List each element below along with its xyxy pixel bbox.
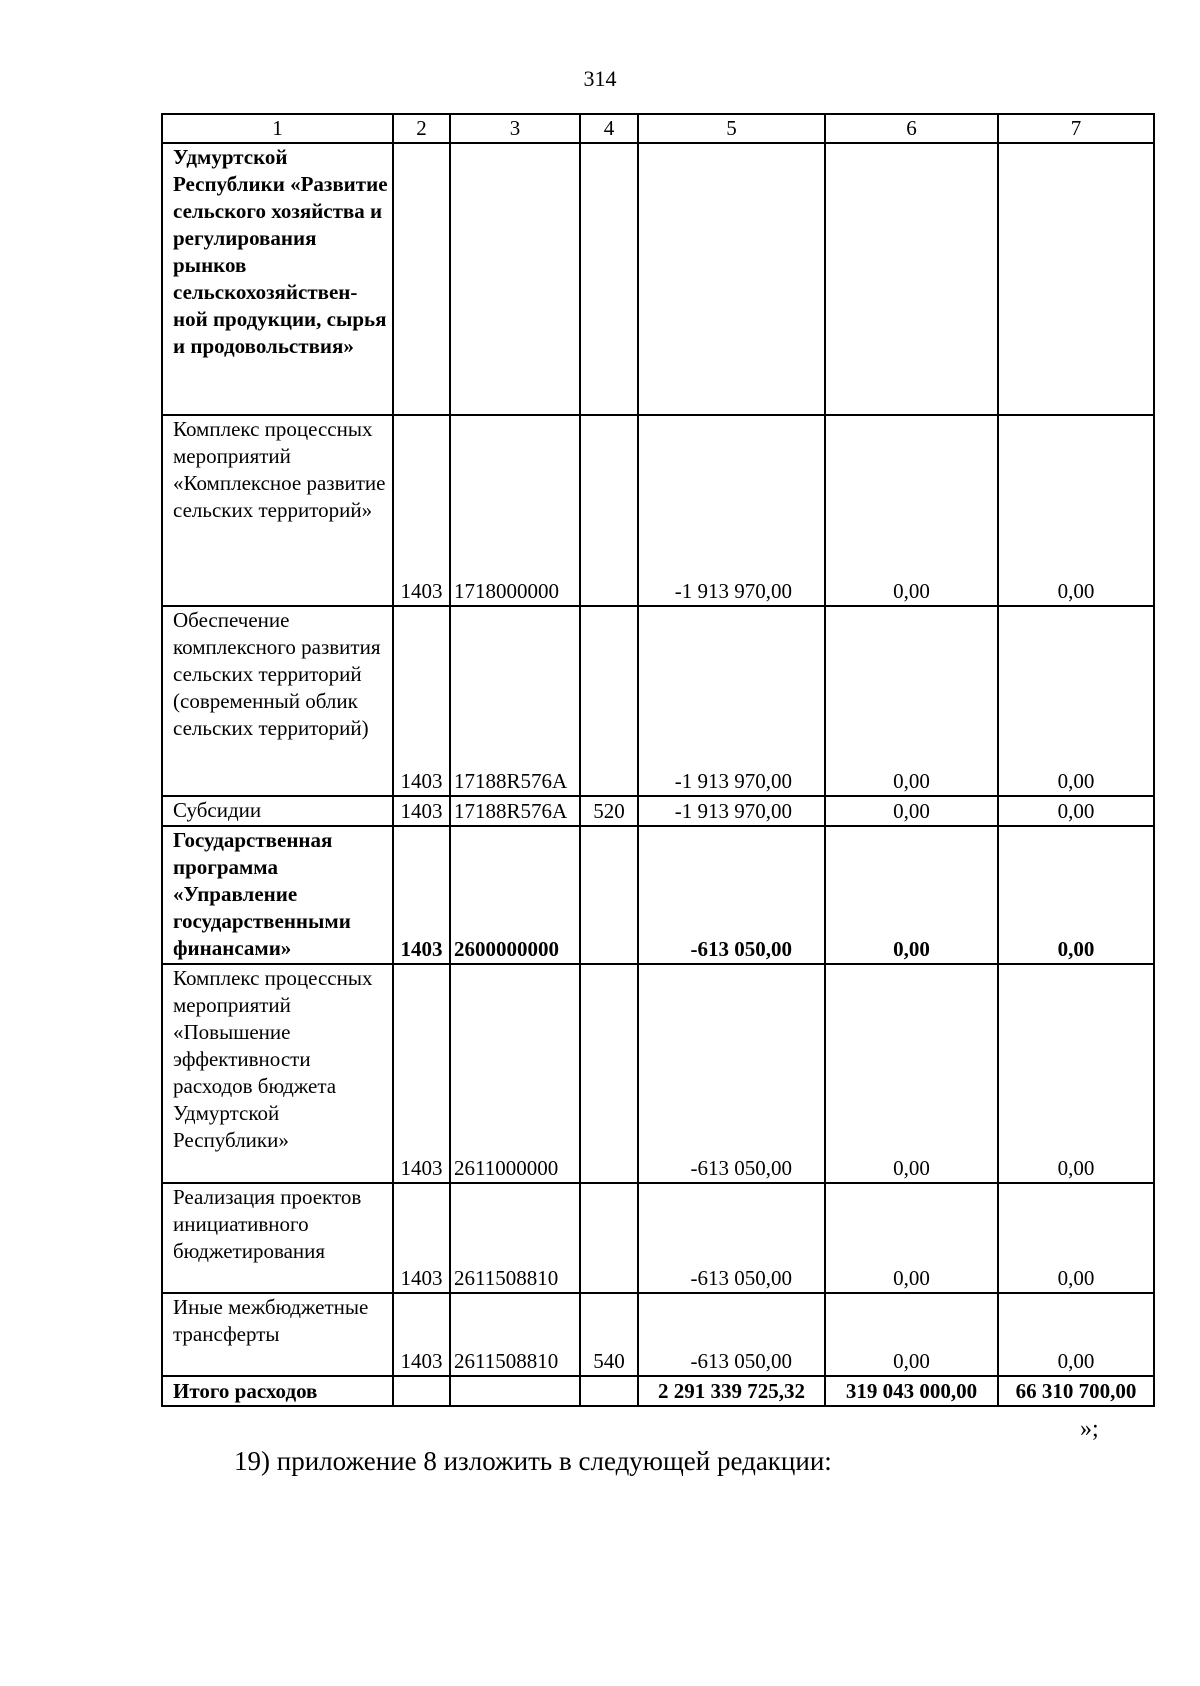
table-total-row bbox=[162, 1376, 1154, 1406]
expense-type-cell bbox=[580, 1376, 638, 1406]
target-article-cell: 2600000000 bbox=[450, 826, 580, 964]
amount-col6-cell: 0,00 bbox=[825, 1293, 998, 1376]
table-row bbox=[162, 964, 1154, 1183]
amount-col5-cell: -613 050,00 bbox=[638, 964, 825, 1183]
expense-type-cell bbox=[580, 964, 638, 1183]
section-code-cell: 1403 bbox=[393, 1183, 450, 1293]
expense-type-cell bbox=[580, 826, 638, 964]
amount-col7-cell bbox=[998, 143, 1154, 415]
amount-col6-cell: 0,00 bbox=[825, 1183, 998, 1293]
target-article-cell: 2611508810 bbox=[450, 1293, 580, 1376]
row-name-cell: Обеспечение комплексного развития сельских территорий (современный облик сельских территорий) bbox=[162, 606, 393, 796]
row-name-cell: Иные межбюджетные трансферты bbox=[162, 1293, 393, 1376]
header-cell: 3 bbox=[450, 114, 580, 143]
amount-col5-cell: -613 050,00 bbox=[638, 1183, 825, 1293]
amount-col5-cell: -1 913 970,00 bbox=[638, 796, 825, 826]
row-name-cell: Реализация проектов инициативного бюджетирования bbox=[162, 1183, 393, 1293]
row-name-cell: Комплекс процессных мероприятий «Повышение эффективности расходов бюджета Удмуртской Республики» bbox=[162, 964, 393, 1183]
target-article-cell: 1718000000 bbox=[450, 415, 580, 606]
amount-col5-cell: -613 050,00 bbox=[638, 1293, 825, 1376]
target-article-cell bbox=[450, 143, 580, 415]
header-cell: 1 bbox=[162, 114, 393, 143]
table-row bbox=[162, 796, 1154, 826]
amount-col6-cell: 0,00 bbox=[825, 415, 998, 606]
expense-type-cell bbox=[580, 143, 638, 415]
table-row bbox=[162, 826, 1154, 964]
table-row bbox=[162, 1293, 1154, 1376]
amount-col5-cell bbox=[638, 143, 825, 415]
target-article-cell: 17188R576A bbox=[450, 606, 580, 796]
target-article-cell bbox=[450, 1376, 580, 1406]
amount-col5-cell: -613 050,00 bbox=[638, 826, 825, 964]
section-code-cell: 1403 bbox=[393, 1293, 450, 1376]
header-cell: 4 bbox=[580, 114, 638, 143]
row-name-cell: Субсидии bbox=[162, 796, 393, 826]
amount-col7-cell: 0,00 bbox=[998, 796, 1154, 826]
row-name-cell: Удмуртской Республики «Развитие сельского хозяйства и регулирования рынков сельскохозяйствен-ной продукции, сырья и продовольствия» bbox=[162, 143, 393, 415]
budget-table bbox=[161, 113, 1155, 1407]
table-row bbox=[162, 415, 1154, 606]
expense-type-cell bbox=[580, 606, 638, 796]
amount-col7-cell: 0,00 bbox=[998, 415, 1154, 606]
table-row bbox=[162, 143, 1154, 415]
amount-col5-cell: -1 913 970,00 bbox=[638, 606, 825, 796]
target-article-cell: 17188R576A bbox=[450, 796, 580, 826]
amount-col6-cell: 0,00 bbox=[825, 606, 998, 796]
section-code-cell: 1403 bbox=[393, 796, 450, 826]
expense-type-cell: 520 bbox=[580, 796, 638, 826]
amount-col6-cell bbox=[825, 143, 998, 415]
expense-type-cell bbox=[580, 415, 638, 606]
section-code-cell bbox=[393, 143, 450, 415]
table-row bbox=[162, 606, 1154, 796]
amount-col6-cell: 0,00 bbox=[825, 796, 998, 826]
row-name-cell: Государственная программа «Управление государственными финансами» bbox=[162, 826, 393, 964]
target-article-cell: 2611508810 bbox=[450, 1183, 580, 1293]
section-code-cell bbox=[393, 1376, 450, 1406]
amount-col6-cell: 0,00 bbox=[825, 964, 998, 1183]
amount-col7-cell: 0,00 bbox=[998, 826, 1154, 964]
table-header-row bbox=[162, 114, 1154, 143]
instruction-text: 19) приложение 8 изложить в следующей редакции: bbox=[234, 1446, 832, 1476]
section-code-cell: 1403 bbox=[393, 415, 450, 606]
amount-col5-cell: -1 913 970,00 bbox=[638, 415, 825, 606]
closing-quote: »; bbox=[1080, 1416, 1099, 1442]
row-name-cell: Комплекс процессных мероприятий «Комплексное развитие сельских территорий» bbox=[162, 415, 393, 606]
header-cell: 2 bbox=[393, 114, 450, 143]
section-code-cell: 1403 bbox=[393, 826, 450, 964]
header-cell: 6 bbox=[825, 114, 998, 143]
expense-type-cell bbox=[580, 1183, 638, 1293]
section-code-cell: 1403 bbox=[393, 606, 450, 796]
amount-col7-cell: 0,00 bbox=[998, 1183, 1154, 1293]
page-number: 314 bbox=[583, 66, 617, 91]
target-article-cell: 2611000000 bbox=[450, 964, 580, 1183]
total-col7-cell: 66 310 700,00 bbox=[998, 1376, 1154, 1406]
total-col5-cell: 2 291 339 725,32 bbox=[638, 1376, 825, 1406]
expense-type-cell: 540 bbox=[580, 1293, 638, 1376]
amount-col7-cell: 0,00 bbox=[998, 606, 1154, 796]
amount-col7-cell: 0,00 bbox=[998, 1293, 1154, 1376]
section-code-cell: 1403 bbox=[393, 964, 450, 1183]
table-row bbox=[162, 1183, 1154, 1293]
amount-col6-cell: 0,00 bbox=[825, 826, 998, 964]
total-col6-cell: 319 043 000,00 bbox=[825, 1376, 998, 1406]
header-cell: 7 bbox=[998, 114, 1154, 143]
header-cell: 5 bbox=[638, 114, 825, 143]
total-label-cell: Итого расходов bbox=[162, 1376, 393, 1406]
amount-col7-cell: 0,00 bbox=[998, 964, 1154, 1183]
